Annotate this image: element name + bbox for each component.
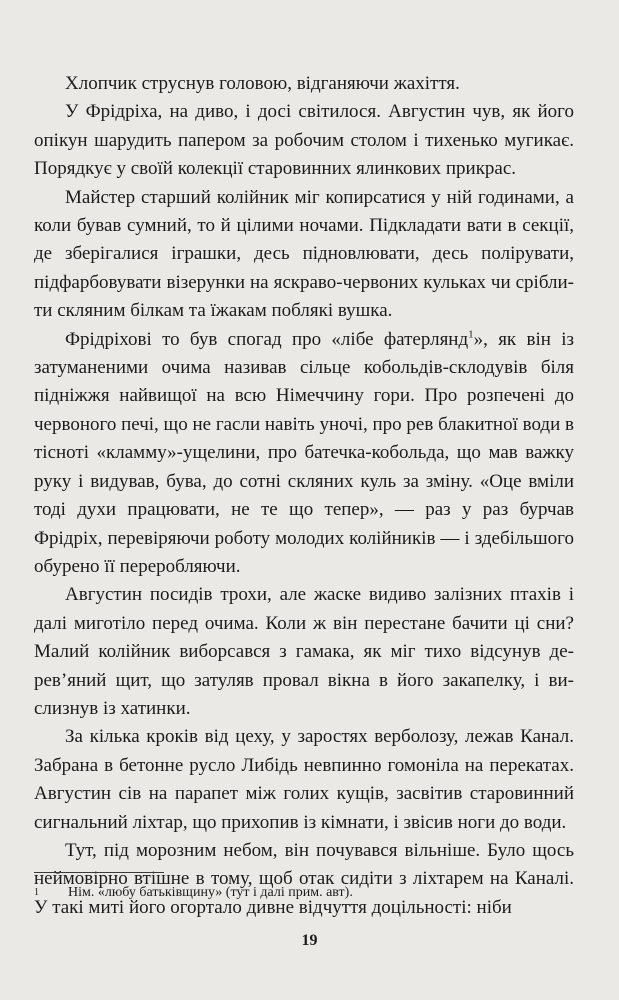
paragraph: Майстер старший колійник міг копирсатися у ній годинами, а коли бував сумний, то й цілими ночами. Підкладати вати в секції, де зберігалися іграшки, десь підновлювати, десь полірувати, підфарбовувати візерунки на яскраво-червоних кульках чи сріблити скляним білкам та їжакам поблякі вушка.	[34, 186, 574, 322]
paragraph: У Фрідріха, на диво, і досі світилося. Августин чув, як його опікун шарудить папером за робочим столом і тихенько мугикає. Порядкує у своїй колекції старовинних ялинкових прикрас.	[34, 101, 574, 180]
paragraph-with-footnote	[34, 326, 574, 582]
page-number: 19	[301, 932, 318, 949]
footnote	[34, 884, 574, 902]
paragraph-text: », як він із затуманеними очима називав сільце кобольдів-склодувів біля підніжжя найвищої на всю Німеччину гори. Про розпечені до червоного печі, що не гасли навіть уночі, про рев блакитної води в тісноті «кламму»-ущелини, про батечка-кобольда, що мав важку руку і видував, бува, до сотні скляних куль за зміну. «Оце вміли тоді духи працювати, не те що тепер», — раз у раз бурчав Фрідріх, перевіряючи роботу молодих колійників — і здебільшого обурено її переробляючи.	[34, 328, 574, 577]
footnote-number: 1	[34, 887, 39, 898]
paragraph-text: Фрідріхові то був спогад про «лібе фатерлянд	[65, 328, 469, 350]
paragraph: Августин посидів трохи, але жаске видиво залізних птахів і далі миготіло перед очима. Коли ж він перестане бачити ці сни? Малий колійник виборсався з гамака, як міг тихо відсунув дерев’яний щит, що затуляв провал вікна в його закапелку, і вислизнув із хатинки.	[34, 584, 574, 719]
paragraph: Хлопчик струснув головою, відганяючи жахіття.	[65, 73, 460, 94]
paragraph: За кілька кроків від цеху, у заростях верболозу, лежав Канал. Забрана в бетонне русло Либідь невпинно гомоніла на перекатах. Августин сів на парапет між голих кущів, засвітив старовинний сигнальний ліхтар, що прихопив із кімнати, і звісив ноги до води.	[34, 726, 574, 833]
body-text	[34, 70, 574, 922]
footnote-text: Нім. «любу батьківщину» (тут і далі прим. авт).	[68, 885, 353, 900]
footnote-divider	[34, 872, 164, 873]
paragraph: Тут, під морозним небом, він почувався вільніше. Було щось неймовірно втішне в тому, щоб отак сидіти з ліхтарем на Каналі. У такі миті його огортало дивне відчуття доцільності: ніби	[34, 839, 574, 918]
footnote-ref[interactable]: 1	[468, 328, 474, 341]
